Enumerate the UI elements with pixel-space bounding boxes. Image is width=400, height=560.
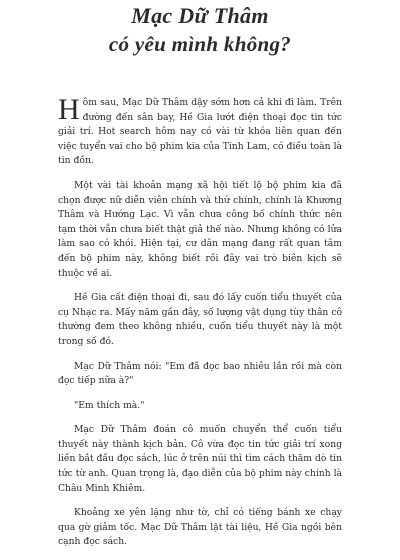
- drop-cap: H: [58, 93, 80, 126]
- paragraph-5: "Em thích mà.": [74, 399, 145, 411]
- chapter-body: [58, 93, 342, 560]
- paragraph-2: Một vài tài khoản mạng xã hội tiết lộ bộ phim kia đã chọn được nữ diễn viên chính và thứ chính, chính là Khương Thâm và Hướng Lạc. Vì vẫn chưa công bố chính thức nên tạm thời vẫn chưa biết thật giả thế nào. Nhưng không có lửa làm sao có khói. Hiện tại, cư dân mạng đang rất quan tâm đến bộ phim này, không biết rồi đây vai trò biên kịch sẽ thuộc về ai.: [58, 179, 342, 279]
- paragraph-7: Khoảng xe yên lặng như tờ, chỉ có tiếng bánh xe chạy qua gờ giảm tốc. Mạc Dữ Thâm lật tài liệu, Hề Gia ngồi bên cạnh đọc sách.: [58, 507, 342, 548]
- chapter-title-line-1: Mạc Dữ Thâm: [131, 3, 269, 28]
- paragraph-3: Hề Gia cất điện thoại đi, sau đó lấy cuốn tiểu thuyết của cụ Nhạc ra. Mấy năm gần đây, số lượng vật dụng tùy thân cô thường đem theo không nhiều, cuốn tiểu thuyết này là một trong số đó.: [58, 292, 342, 347]
- paragraph-4: Mạc Dữ Thâm nói: "Em đã đọc bao nhiêu lần rồi mà còn đọc tiếp nữa à?": [58, 360, 342, 387]
- paragraph-1-text: ôm sau, Mạc Dữ Thâm dậy sớm hơn cả khi đi làm. Trên đường đến sân bay, Hề Gia lướt điện thoại đọc tin tức giải trí. Hot search hôm nay có vài từ khóa liên quan đến việc tuyển vai cho bộ phim kia của Tinh Lam, có điều toàn là tin đồn.: [58, 97, 342, 167]
- chapter-title-line-2: có yêu mình không?: [108, 32, 292, 56]
- paragraph-1: [58, 93, 342, 169]
- paragraph-6: Mạc Dữ Thâm đoán cô muốn chuyển thể cuốn tiểu thuyết này thành kịch bản. Cô vừa đọc tin tức giải trí xong liền bắt đầu đọc sách, lúc ở trên núi thì tìm cách thăm dò tin tức từ anh. Quan trọng là, đạo diễn của bộ phim này chính là Châu Minh Khiêm.: [58, 424, 342, 494]
